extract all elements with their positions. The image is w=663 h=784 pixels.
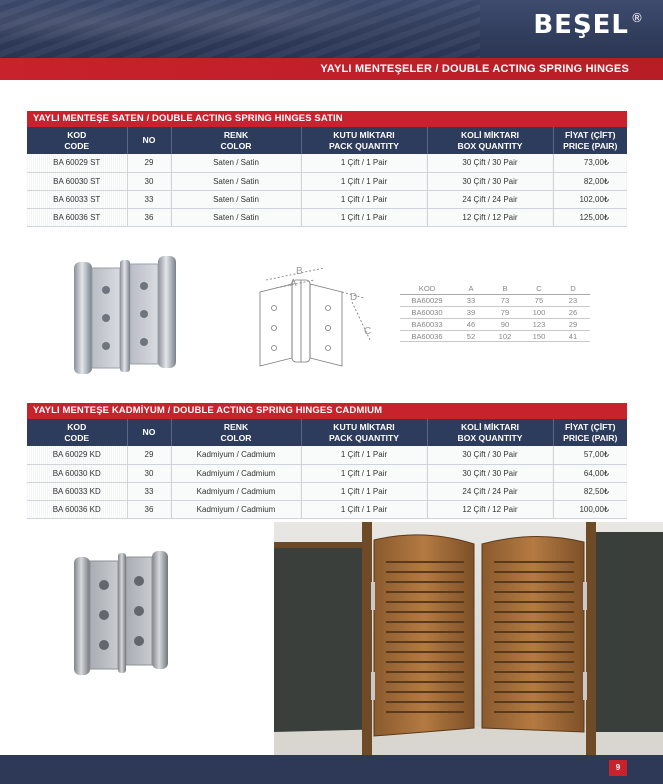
cell-price: 102,00₺ bbox=[553, 190, 627, 208]
col-price: FİYAT (ÇİFT) PRICE (PAIR) bbox=[553, 127, 627, 154]
cell-pack: 1 Çift / 1 Pair bbox=[301, 500, 427, 518]
footer-bar bbox=[0, 755, 663, 784]
cell-price: 82,00₺ bbox=[553, 172, 627, 190]
table-row bbox=[27, 464, 627, 482]
diagram-label-b: B bbox=[296, 266, 303, 277]
cell-code: BA 60033 ST bbox=[27, 190, 127, 208]
diagram-label-a: A bbox=[290, 278, 297, 289]
cell-pack: 1 Çift / 1 Pair bbox=[301, 464, 427, 482]
dim-col-b: B bbox=[488, 283, 522, 295]
col-no: NO bbox=[127, 127, 171, 154]
dim-cell: 90 bbox=[488, 318, 522, 330]
dim-cell: 73 bbox=[488, 295, 522, 307]
dim-cell: 123 bbox=[522, 318, 556, 330]
cell-pack: 1 Çift / 1 Pair bbox=[301, 446, 427, 464]
dim-cell: BA60036 bbox=[400, 330, 454, 342]
cell-price: 64,00₺ bbox=[553, 464, 627, 482]
table-row bbox=[27, 154, 627, 172]
dim-header-row bbox=[400, 283, 590, 295]
dim-cell: 26 bbox=[556, 307, 590, 319]
table-row bbox=[27, 190, 627, 208]
cell-pack: 1 Çift / 1 Pair bbox=[301, 190, 427, 208]
col-pack-quantity: KUTU MİKTARI PACK QUANTITY bbox=[301, 127, 427, 154]
page-header bbox=[0, 0, 663, 80]
cell-code: BA 60030 KD bbox=[27, 464, 127, 482]
dim-cell: 33 bbox=[454, 295, 488, 307]
header-title: YAYLI MENTEŞELER / DOUBLE ACTING SPRING HINGES bbox=[320, 63, 629, 75]
cell-price: 100,00₺ bbox=[553, 500, 627, 518]
header-title-strip bbox=[0, 58, 663, 80]
col-no: NO bbox=[127, 419, 171, 446]
cadmium-section bbox=[27, 403, 627, 519]
cell-box: 24 Çift / 24 Pair bbox=[427, 190, 553, 208]
cell-code: BA 60036 KD bbox=[27, 500, 127, 518]
satin-section-title: YAYLI MENTEŞE SATEN / DOUBLE ACTING SPRING HINGES SATIN bbox=[27, 111, 627, 127]
cell-code: BA 60029 KD bbox=[27, 446, 127, 464]
page-number: 9 bbox=[609, 760, 627, 776]
cell-box: 30 Çift / 30 Pair bbox=[427, 446, 553, 464]
dim-cell: 46 bbox=[454, 318, 488, 330]
cell-price: 125,00₺ bbox=[553, 208, 627, 226]
cell-no: 36 bbox=[127, 208, 171, 226]
cell-box: 12 Çift / 12 Pair bbox=[427, 500, 553, 518]
hinge-dimension-diagram bbox=[252, 262, 380, 372]
table-row bbox=[400, 295, 590, 307]
table-row bbox=[27, 500, 627, 518]
cell-color: Kadmiyum / Cadmium bbox=[171, 446, 301, 464]
dim-cell: 52 bbox=[454, 330, 488, 342]
col-pack-quantity: KUTU MİKTARI PACK QUANTITY bbox=[301, 419, 427, 446]
cell-color: Kadmiyum / Cadmium bbox=[171, 464, 301, 482]
cell-box: 30 Çift / 30 Pair bbox=[427, 464, 553, 482]
cell-code: BA 60030 ST bbox=[27, 172, 127, 190]
dim-cell: BA60029 bbox=[400, 295, 454, 307]
diagram-label-c: C bbox=[364, 326, 372, 337]
cell-color: Kadmiyum / Cadmium bbox=[171, 482, 301, 500]
col-price: FİYAT (ÇİFT) PRICE (PAIR) bbox=[553, 419, 627, 446]
cell-no: 29 bbox=[127, 446, 171, 464]
cell-color: Saten / Satin bbox=[171, 190, 301, 208]
satin-section bbox=[27, 111, 627, 227]
dimensions-table bbox=[400, 283, 590, 342]
dim-cell: 29 bbox=[556, 318, 590, 330]
cell-color: Kadmiyum / Cadmium bbox=[171, 500, 301, 518]
cell-no: 33 bbox=[127, 190, 171, 208]
dim-cell: BA60033 bbox=[400, 318, 454, 330]
col-code: KOD CODE bbox=[27, 127, 127, 154]
col-code: KOD CODE bbox=[27, 419, 127, 446]
dim-col-c: C bbox=[522, 283, 556, 295]
cell-box: 30 Çift / 30 Pair bbox=[427, 154, 553, 172]
cell-no: 30 bbox=[127, 172, 171, 190]
col-box-quantity: KOLİ MİKTARI BOX QUANTITY bbox=[427, 419, 553, 446]
header-texture bbox=[0, 0, 480, 58]
registered-mark: ® bbox=[631, 11, 643, 25]
cell-box: 24 Çift / 24 Pair bbox=[427, 482, 553, 500]
cell-box: 30 Çift / 30 Pair bbox=[427, 172, 553, 190]
cell-box: 12 Çift / 12 Pair bbox=[427, 208, 553, 226]
cadmium-price-table bbox=[27, 419, 627, 519]
dim-cell: 39 bbox=[454, 307, 488, 319]
cell-price: 82,50₺ bbox=[553, 482, 627, 500]
table-row bbox=[400, 318, 590, 330]
table-row bbox=[27, 482, 627, 500]
dim-cell: 23 bbox=[556, 295, 590, 307]
cell-color: Saten / Satin bbox=[171, 172, 301, 190]
diagram-label-d: D bbox=[350, 292, 358, 303]
cadmium-section-title: YAYLI MENTEŞE KADMİYUM / DOUBLE ACTING SPRING HINGES CADMIUM bbox=[27, 403, 627, 419]
cell-pack: 1 Çift / 1 Pair bbox=[301, 208, 427, 226]
table-row bbox=[400, 307, 590, 319]
cell-pack: 1 Çift / 1 Pair bbox=[301, 482, 427, 500]
dim-cell: 100 bbox=[522, 307, 556, 319]
cell-code: BA 60036 ST bbox=[27, 208, 127, 226]
dim-cell: 150 bbox=[522, 330, 556, 342]
table-row bbox=[400, 330, 590, 342]
table-header-row bbox=[27, 127, 627, 154]
dim-cell: 102 bbox=[488, 330, 522, 342]
brand-logo: BEŞEL bbox=[533, 10, 629, 40]
cell-price: 73,00₺ bbox=[553, 154, 627, 172]
table-row bbox=[27, 172, 627, 190]
table-row bbox=[27, 208, 627, 226]
cell-color: Saten / Satin bbox=[171, 154, 301, 172]
satin-hinge-photo bbox=[72, 252, 180, 382]
cell-no: 30 bbox=[127, 464, 171, 482]
saloon-doors-photo bbox=[274, 522, 663, 762]
col-color: RENK COLOR bbox=[171, 419, 301, 446]
dim-col-a: A bbox=[454, 283, 488, 295]
dim-col-kod: KOD bbox=[400, 283, 454, 295]
cell-code: BA 60029 ST bbox=[27, 154, 127, 172]
dim-col-d: D bbox=[556, 283, 590, 295]
cell-code: BA 60033 KD bbox=[27, 482, 127, 500]
dim-cell: 79 bbox=[488, 307, 522, 319]
cadmium-hinge-photo bbox=[72, 547, 172, 683]
cell-color: Saten / Satin bbox=[171, 208, 301, 226]
cell-price: 57,00₺ bbox=[553, 446, 627, 464]
table-row bbox=[27, 446, 627, 464]
cell-pack: 1 Çift / 1 Pair bbox=[301, 154, 427, 172]
cell-no: 29 bbox=[127, 154, 171, 172]
col-box-quantity: KOLİ MİKTARI BOX QUANTITY bbox=[427, 127, 553, 154]
cell-pack: 1 Çift / 1 Pair bbox=[301, 172, 427, 190]
dim-cell: 41 bbox=[556, 330, 590, 342]
satin-price-table bbox=[27, 127, 627, 227]
dim-cell: BA60030 bbox=[400, 307, 454, 319]
cell-no: 33 bbox=[127, 482, 171, 500]
col-color: RENK COLOR bbox=[171, 127, 301, 154]
dim-cell: 75 bbox=[522, 295, 556, 307]
cell-no: 36 bbox=[127, 500, 171, 518]
table-header-row bbox=[27, 419, 627, 446]
